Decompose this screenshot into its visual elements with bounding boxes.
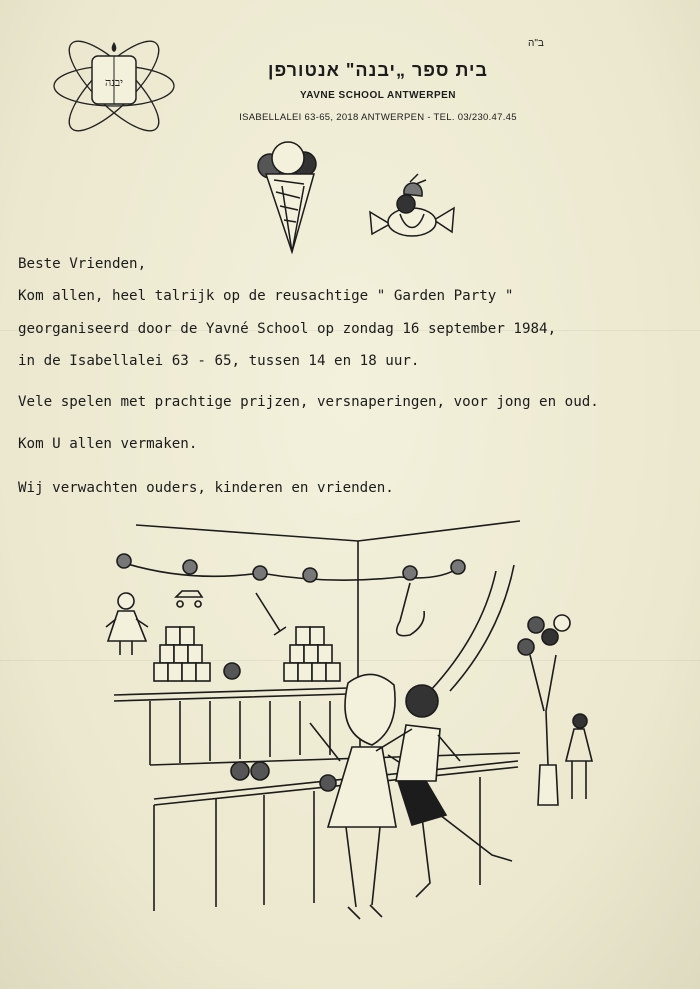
letter-greeting: Beste Vrienden, [18,256,147,272]
trumpet-prize [256,593,286,635]
saxophone-prize [397,583,425,636]
ice-cream-icon [252,140,324,254]
toy-car-prize [176,591,202,607]
small-girl [573,714,587,728]
boy-figure [376,685,512,897]
letter-line: georganiseerd door de Yavné School op zondag 16 september 1984, [18,321,557,337]
school-logo [48,38,180,134]
cans-stack-left [154,627,210,681]
garden-party-illustration [100,515,620,945]
school-name: YAVNE SCHOOL ANTWERPEN [299,90,457,101]
cans-stack-right [284,627,340,681]
ball [224,663,240,679]
school-name-hebrew: בית ספר „יבנה" אנטורפן [268,60,488,80]
letter-line: Wij verwachten ouders, kinderen en vrienden. [18,480,394,496]
doll-prize [106,593,148,655]
letter-line: Kom allen, heel talrijk op de reusachtige " Garden Party " [18,288,514,304]
girl-figure [310,674,416,919]
letter-line: Kom U allen vermaken. [18,436,198,452]
letter-line: in de Isabellalei 63 - 65, tussen 14 en 18 uur. [18,353,420,369]
letter-line: Vele spelen met prachtige prijzen, versnaperingen, voor jong en oud. [18,394,599,410]
school-address: ISABELLALEI 63-65, 2018 ANTWERPEN - TEL. 03/230.47.45 [239,112,517,123]
bh-mark: ב"ה [528,38,544,49]
logo-text: יבנה [104,76,124,89]
candy-icon [364,172,460,252]
